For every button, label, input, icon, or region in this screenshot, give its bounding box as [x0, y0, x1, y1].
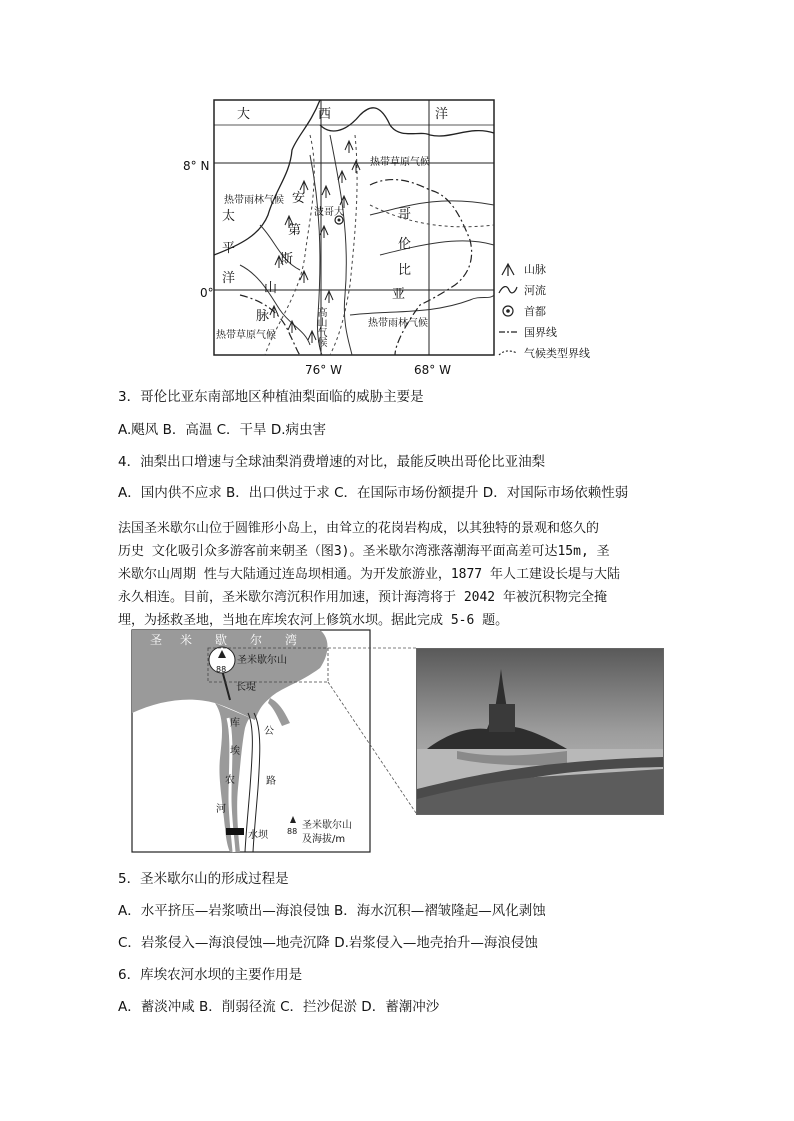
- mount-elevation-label: 88: [216, 665, 227, 674]
- river-label-4: 河: [216, 804, 226, 815]
- latitude-8n-label: 8° N: [183, 159, 210, 173]
- legend-border: [498, 322, 557, 342]
- andes-label-1: 安: [292, 191, 306, 206]
- road-label-2: 路: [266, 776, 276, 787]
- colombia-label-2: 伦: [398, 237, 412, 252]
- question-4-stem: 4．油梨出口增速与全球油梨消费增速的对比，最能反映出哥伦比亚油梨: [118, 454, 546, 470]
- dike-label: 长堤: [236, 682, 256, 693]
- andes-label-2: 第: [288, 223, 302, 238]
- andes-label-4: 山: [264, 281, 278, 296]
- legend-mountain-label: 山脉: [524, 263, 546, 276]
- andes-label-3: 斯: [280, 252, 294, 267]
- river-label-2: 埃: [230, 746, 240, 757]
- question-3-options: A.飓风 B．高温 C．干旱 D.病虫害: [118, 422, 327, 438]
- savanna-climate-bottom-label: 热带草原气候: [216, 330, 276, 341]
- latitude-0-label: 0°: [200, 286, 214, 300]
- colombia-label-4: 亚: [392, 287, 406, 302]
- passage-line-2: 历史 文化吸引众多游客前来朝圣（图3)。圣米歇尔湾涨落潮海平面高差可达15m, 圣: [118, 544, 610, 559]
- question-3-stem: 3．哥伦比亚东南部地区种植油梨面临的威胁主要是: [118, 389, 424, 405]
- legend-mount-text-2: 及海拔/m: [302, 834, 346, 845]
- colombia-map: [180, 95, 680, 385]
- andes-label-5: 脉: [256, 309, 270, 324]
- mont-saint-michel-photo: [416, 648, 664, 815]
- legend-border-label: 国界线: [524, 326, 557, 339]
- question-5-stem: 5．圣米歇尔山的形成过程是: [118, 871, 289, 887]
- dam-label: 水坝: [248, 830, 268, 841]
- legend-climate-boundary-label: 气候类型界线: [524, 347, 590, 360]
- bay-label-4: 尔: [250, 633, 263, 647]
- border-icon: [498, 325, 518, 339]
- question-5-options-cd: C．岩浆侵入—海浪侵蚀—地壳沉降 D.岩浆侵入—地壳抬升—海浪侵蚀: [118, 935, 538, 951]
- bogota-label: 波哥大: [314, 207, 344, 218]
- savanna-climate-label: 热带草原气候: [370, 157, 430, 168]
- ocean-label-xi: 西: [318, 107, 332, 122]
- capital-icon: [498, 304, 518, 318]
- mountain-icon: [498, 262, 518, 276]
- passage-mont-saint-michel: [118, 517, 678, 632]
- rainforest-climate-right-label: 热带雨林气候: [368, 318, 428, 329]
- question-5-options-ab: A．水平挤压—岩浆喷出—海浪侵蚀 B．海水沉积—褶皱隆起—风化剥蚀: [118, 903, 546, 919]
- passage-line-4: 永久相连。目前，圣米歇尔湾沉积作用加速，预计海湾将于 2042 年被沉积物完全掩: [118, 590, 607, 605]
- legend-mountain: [498, 259, 546, 279]
- ocean-label-ping: 平: [222, 241, 236, 256]
- question-6-stem: 6．库埃农河水坝的主要作用是: [118, 967, 303, 983]
- legend-river: [498, 280, 546, 300]
- legend-capital-label: 首都: [524, 305, 546, 318]
- longitude-68w-label: 68° W: [414, 363, 451, 377]
- mount-label: 圣米歇尔山: [237, 655, 287, 666]
- bay-label-2: 米: [180, 633, 193, 647]
- legend-climate-boundary: [498, 343, 590, 363]
- river-icon: [498, 283, 518, 297]
- photo-graphic: [417, 649, 663, 814]
- legend-elevation-number: 88: [287, 827, 298, 836]
- passage-line-3: 米歇尔山周期 性与大陆通过连岛坝相通。为开发旅游业，1877 年人工建设长堤与大陆: [118, 567, 620, 582]
- bay-label-3: 歇: [215, 633, 228, 647]
- passage-line-1: 法国圣米歇尔山位于圆锥形小岛上，由耸立的花岗岩构成，以其独特的景观和悠久的: [118, 521, 600, 536]
- passage-line-5: 埋，为拯救圣地，当地在库埃农河上修筑水坝。据此完成 5-6 题。: [118, 613, 509, 628]
- bay-label-5: 湾: [285, 633, 298, 647]
- climate-boundary-icon: [498, 346, 518, 360]
- ocean-label-yang2: 洋: [222, 271, 236, 286]
- dam-marker: [226, 828, 244, 835]
- colombia-map-graphic: [180, 95, 680, 385]
- legend-river-label: 河流: [524, 284, 546, 297]
- river-label-1: 库: [230, 718, 240, 729]
- road-label-1: 公: [264, 726, 274, 737]
- question-6-options: A．蓄淡冲咸 B．削弱径流 C．拦沙促淤 D．蓄潮冲沙: [118, 999, 440, 1015]
- rainforest-climate-left-label: 热带雨林气候: [224, 195, 284, 206]
- ocean-label-tai: 太: [222, 209, 236, 224]
- question-4-options: A．国内供不应求 B．出口供过于求 C．在国际市场份额提升 D．对国际市场依赖性弱: [118, 485, 629, 501]
- longitude-76w-label: 76° W: [305, 363, 342, 377]
- legend-mount-text-1: 圣米歇尔山: [302, 820, 352, 831]
- bay-label-1: 圣: [150, 633, 163, 647]
- highland-climate-label: 高山气候: [315, 307, 326, 347]
- mont-saint-michel-figure: [130, 628, 670, 858]
- colombia-label-3: 比: [398, 263, 412, 278]
- legend-capital: [498, 301, 546, 321]
- ocean-label-da: 大: [237, 107, 251, 122]
- colombia-label-1: 哥: [398, 207, 412, 222]
- ocean-label-yang: 洋: [435, 107, 449, 122]
- river-label-3: 农: [225, 775, 235, 786]
